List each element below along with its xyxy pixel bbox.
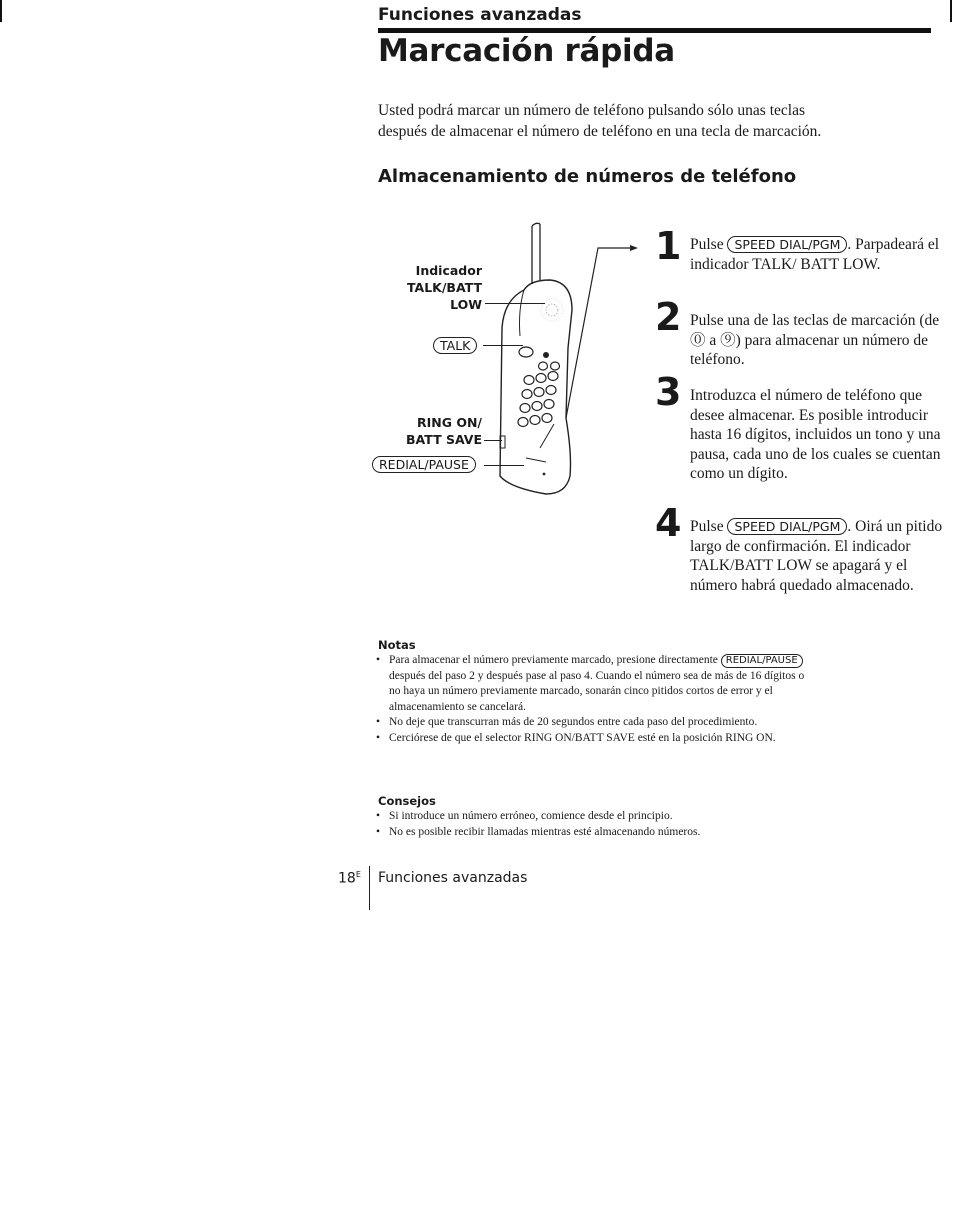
indicator-label-line: Indicador: [415, 263, 482, 278]
step-text-part: . Parpadeará el indicador TALK/ BATT LOW.: [690, 236, 940, 273]
footer-divider: [369, 866, 370, 910]
redial-key-label: [372, 456, 476, 474]
leader-line: [485, 303, 545, 304]
ring-label-line: RING ON/: [416, 415, 482, 430]
step-text: [690, 235, 945, 274]
speed-dial-pgm-key: SPEED DIAL/PGM: [727, 518, 847, 535]
footer-section: Funciones avanzadas: [378, 870, 528, 886]
talk-key-label: [433, 337, 477, 355]
ring-label-line: BATT SAVE: [406, 432, 482, 447]
page-edge-mark: [0, 0, 2, 22]
step-text-part: Pulse: [690, 518, 724, 535]
list-item: • Cerciórese de que el selector RING ON/BATT SAVE esté en la posición RING ON.: [376, 731, 806, 747]
step-text: Introduzca el número de teléfono que desee almacenar. Es posible introducir hasta 16 dígitos, incluidos un tono y una pausa, cada uno de los cuales se cuentan como un dígito.: [690, 387, 941, 482]
page-title: Marcación rápida: [378, 33, 675, 69]
step-number: 4: [655, 501, 682, 545]
indicator-label-line: LOW: [450, 297, 482, 312]
list-item: [376, 653, 806, 715]
redial-pause-key: REDIAL/PAUSE: [372, 456, 476, 473]
ring-batt-save-label: [380, 414, 482, 448]
note-text: Para almacenar el número previamente marcado, presione directamente: [389, 654, 718, 666]
indicator-label-line: TALK/BATT: [406, 280, 482, 295]
page-number-value: 18: [338, 870, 356, 887]
redial-pause-key: REDIAL/PAUSE: [721, 654, 803, 668]
notes-heading: Notas: [378, 638, 416, 652]
step-text: [690, 517, 945, 595]
phone-illustration: [480, 218, 650, 503]
page-number: [338, 870, 361, 887]
note-text: después del paso 2 y después pase al paso 4. Cuando el número sea de más de 16 dígitos o no haya un número previamente marcado, sonarán cinco pitidos cortos de error y el almacenamiento se cancelará.: [389, 669, 805, 713]
step-number: 3: [655, 370, 682, 414]
list-item: • Si introduce un número erróneo, comience desde el principio.: [376, 809, 806, 825]
leader-line: [484, 440, 502, 441]
tips-heading: Consejos: [378, 794, 436, 808]
step-number: 1: [655, 224, 682, 268]
indicator-label: [380, 262, 482, 313]
list-item: • No es posible recibir llamadas mientras esté almacenando números.: [376, 825, 806, 841]
intro-paragraph: Usted podrá marcar un número de teléfono pulsando sólo unas teclas después de almacenar el número de teléfono en una tecla de marcación.: [378, 102, 822, 140]
leader-line: [484, 465, 524, 466]
list-item: • No deje que transcurran más de 20 segundos entre cada paso del procedimiento.: [376, 715, 806, 731]
step-text: Pulse una de las teclas de marcación (de ⓪ a ⑨) para almacenar un número de teléfono.: [690, 312, 940, 368]
leader-line: [483, 345, 523, 346]
step-text-part: Pulse: [690, 236, 724, 253]
notes-list: [376, 653, 806, 746]
subheading: Almacenamiento de números de teléfono: [378, 166, 797, 187]
section-label: Funciones avanzadas: [378, 5, 582, 25]
speed-dial-pgm-key: SPEED DIAL/PGM: [727, 236, 847, 253]
step-number: 2: [655, 295, 682, 339]
tips-list: [376, 809, 806, 840]
page-edge-mark: [950, 0, 952, 22]
page-number-suffix: E: [355, 870, 361, 879]
step-text-part: . Oirá un pitido largo de confirmación. El indicador TALK/BATT LOW se apagará y el número habrá quedado almacenado.: [690, 518, 943, 594]
talk-key: TALK: [433, 337, 477, 354]
